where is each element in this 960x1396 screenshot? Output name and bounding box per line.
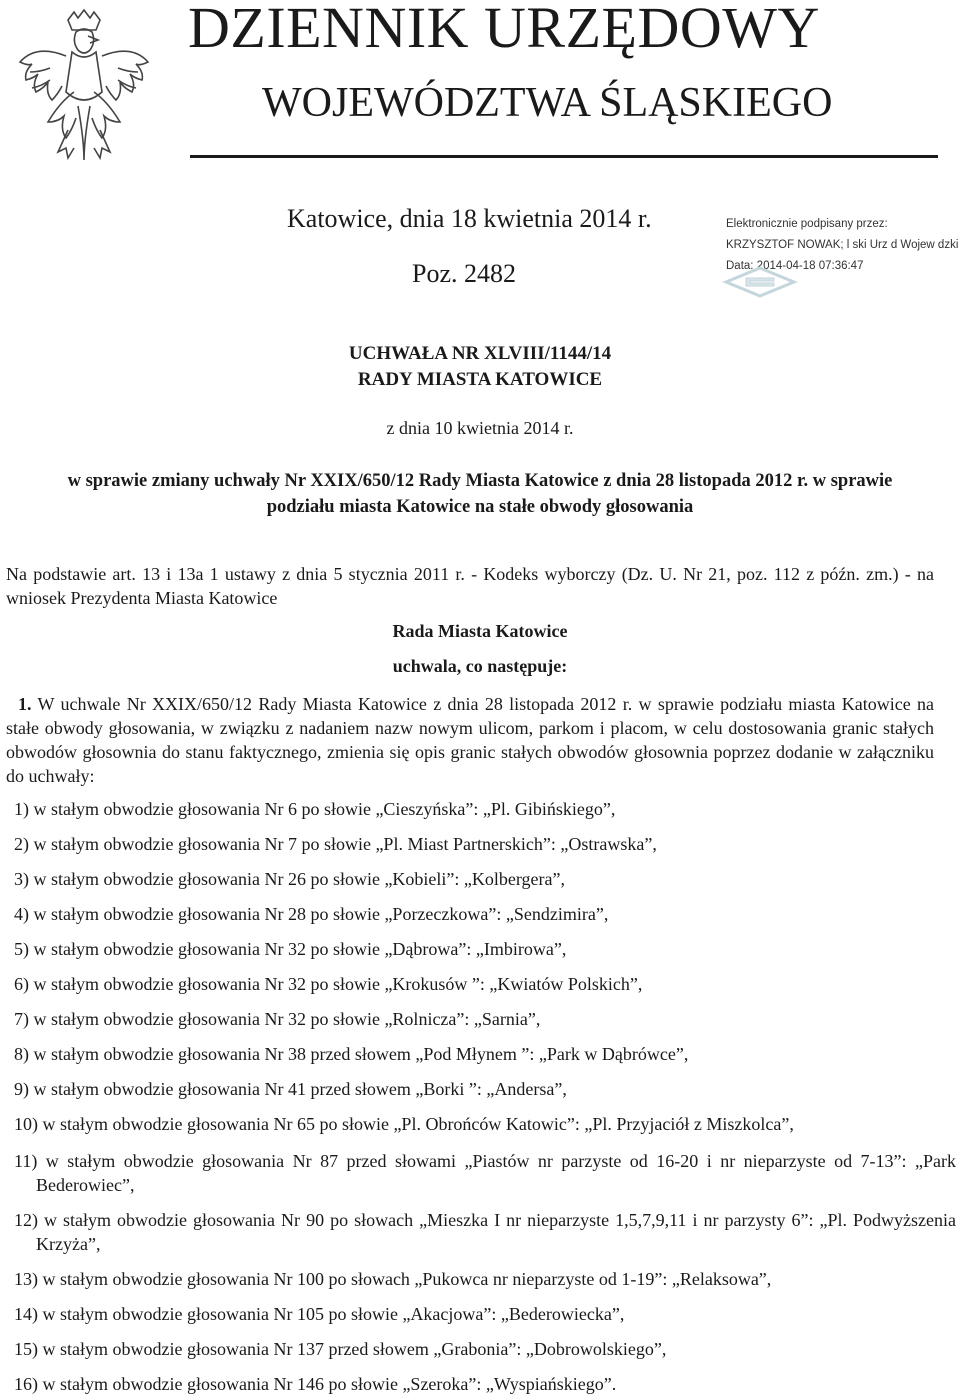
- list-item: 6) w stałym obwodzie głosowania Nr 32 po słowie „Krokusów ”: „Kwiatów Polskich”,: [14, 974, 643, 994]
- signature-label: Elektronicznie podpisany przez:: [726, 218, 888, 230]
- decides-heading: uchwala, co następuje:: [392, 656, 568, 676]
- list-item: 9) w stałym obwodzie głosowania Nr 41 przed słowem „Borki ”: „Andersa”,: [14, 1079, 567, 1099]
- list-item: 7) w stałym obwodzie głosowania Nr 32 po słowie „Rolnicza”: „Sarnia”,: [14, 1009, 541, 1029]
- paragraph-1-number: 1.: [18, 694, 32, 714]
- amendments-list: [6, 0, 956, 1395]
- resolution-number: UCHWAŁA NR XLVIII/1144/14: [348, 343, 612, 364]
- list-item: 10) w stałym obwodzie głosowania Nr 65 po słowie „Pl. Obrońców Katowic”: „Pl. Przyjaciół z Miszkolca”,: [14, 1114, 794, 1134]
- publication-date: Katowice, dnia 18 kwietnia 2014 r.: [287, 204, 652, 233]
- list-item: 11) w stałym obwodzie głosowania Nr 87 przed słowami „Piastów nr parzyste od 16-20 i nr nieparzyste od 7-13”: „Park Bederowiec”,: [14, 1151, 956, 1195]
- list-item: 3) w stałym obwodzie głosowania Nr 26 po słowie „Kobieli”: „Kolbergera”,: [14, 869, 566, 889]
- list-item: 2) w stałym obwodzie głosowania Nr 7 po słowie „Pl. Miast Partnerskich”: „Ostrawska”,: [14, 834, 657, 854]
- signature-signer: KRZYSZTOF NOWAK; l ski Urz d Wojew dzki: [726, 239, 959, 251]
- list-item: 4) w stałym obwodzie głosowania Nr 28 po słowie „Porzeczkowa”: „Sendzimira”,: [14, 904, 609, 924]
- resolution-subject: w sprawie zmiany uchwały Nr XXIX/650/12 Rady Miasta Katowice z dnia 28 listopada 2012 r. w sprawie podziału miasta Katowice na stałe obwody głosowania: [67, 471, 893, 517]
- council-heading: Rada Miasta Katowice: [392, 621, 568, 641]
- journal-title: DZIENNIK URZĘDOWY: [188, 0, 820, 60]
- position-number: Poz. 2482: [412, 259, 516, 288]
- legal-basis-paragraph: Na podstawie art. 13 i 13a 1 ustawy z dnia 5 stycznia 2011 r. - Kodeks wyborczy (Dz. U. Nr 21, poz. 112 z późn. zm.) - na wniosek Prezydenta Miasta Katowice: [6, 564, 934, 608]
- list-item: 1) w stałym obwodzie głosowania Nr 6 po słowie „Cieszyńska”: „Pl. Gibińskiego”,: [14, 799, 616, 819]
- list-item: 12) w stałym obwodzie głosowania Nr 90 po słowach „Mieszka I nr nieparzyste 1,5,7,9,11 i nr parzysty 6”: „Pl. Podwyższenia Krzyża”,: [14, 1210, 956, 1254]
- list-item: 15) w stałym obwodzie głosowania Nr 137 przed słowem „Grabonia”: „Dobrowolskiego”,: [14, 1339, 667, 1359]
- list-item: 8) w stałym obwodzie głosowania Nr 38 przed słowem „Pod Młynem ”: „Park w Dąbrówce”,: [14, 1044, 689, 1064]
- resolution-date: z dnia 10 kwietnia 2014 r.: [386, 418, 574, 438]
- list-item: 16) w stałym obwodzie głosowania Nr 146 po słowie „Szeroka”: „Wyspiańskiego”.: [14, 1374, 617, 1394]
- resolution-body: RADY MIASTA KATOWICE: [357, 369, 603, 390]
- list-item: 5) w stałym obwodzie głosowania Nr 32 po słowie „Dąbrowa”: „Imbirowa”,: [14, 939, 567, 959]
- journal-subtitle: WOJEWÓDZTWA ŚLĄSKIEGO: [262, 80, 833, 126]
- list-item: 13) w stałym obwodzie głosowania Nr 100 po słowach „Pukowca nr nieparzyste od 1-19”: „Relaksowa”,: [14, 1269, 772, 1289]
- paragraph-1-text: W uchwale Nr XXIX/650/12 Rady Miasta Katowice z dnia 28 listopada 2012 r. w sprawie podziału miasta Katowice na stałe obwody głosowania, w związku z nadaniem nazw nowym ulicom, parkom i placom, w celu dostosowania granic stałych obwodów głosownia do stanu faktycznego, zmienia się opis granic stałych obwodów głosownia poprzez dodanie w załączniku do uchwały:: [6, 694, 934, 786]
- list-item: 14) w stałym obwodzie głosowania Nr 105 po słowie „Akacjowa”: „Bederowiecka”,: [14, 1304, 625, 1324]
- signature-date: Data: 2014-04-18 07:36:47: [726, 260, 864, 272]
